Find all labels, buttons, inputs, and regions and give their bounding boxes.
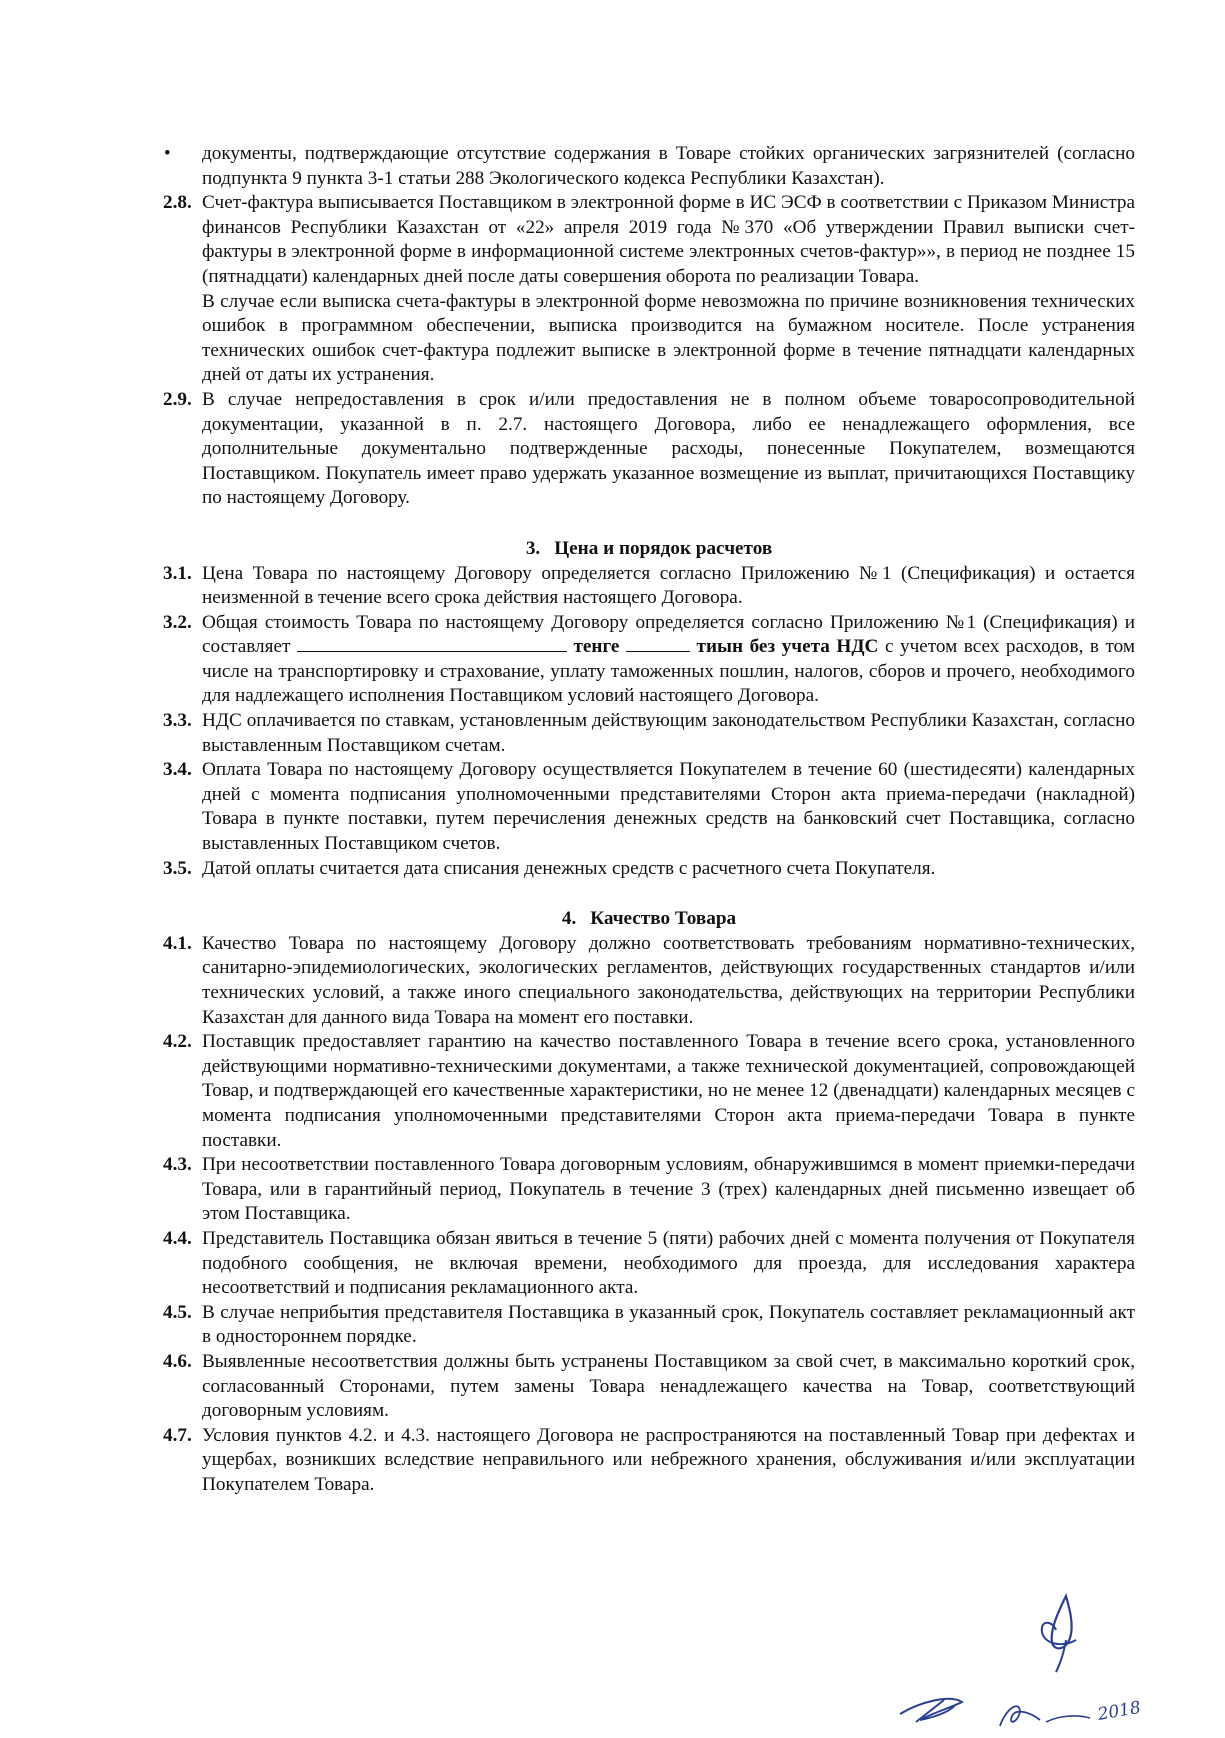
bullet-dot: • (164, 143, 171, 164)
clause-2-9 (163, 388, 1135, 511)
section-title: Качество Товара (590, 908, 737, 930)
clause-number: 3.5. (163, 857, 192, 879)
section-3-heading (163, 537, 1135, 562)
clause-text: Качество Товара по настоящему Договору должно соответствовать требованиям нормативно-технических, санитарно-эпидемиологических, экологических регламентов, действующих государственных стандартов и/или технических условий, а также иного специального законодательства, действующих на территории Республики Казахстан для данного вида Товара на момент его поставки. (202, 932, 1135, 1028)
clause-text: В случае непредоставления в срок и/или предоставления не в полном объеме товаросопроводительной документации, указанной в п. 2.7. настоящего Договора, либо ее ненадлежащего оформления, все дополнительные документально подтвержденные расходы, понесенные Покупателем, возмещаются Поставщиком. Покупатель имеет право удержать указанное возмещение из выплат, причитающихся Поставщику по настоящему Договору. (202, 388, 1135, 509)
tiyn-label: тиын без учета НДС (696, 636, 879, 658)
amount-blank-tiyn (626, 650, 690, 652)
clause-4-5 (163, 1301, 1135, 1350)
clause-number: 4.5. (163, 1301, 192, 1323)
clause-4-3 (163, 1153, 1135, 1227)
clause-2-8-extra: В случае если выписка счета-фактуры в электронной форме невозможна по причине возникновения технических ошибок в программном обеспечении, выписка производится на бумажном носителе. После устранения технических ошибок счет-фактура подлежит выписке в электронной форме в течение пятнадцати календарных дней от даты их устранения. (202, 290, 1135, 386)
clause-text: Выявленные несоответствия должны быть устранены Поставщиком за свой счет, в максимально короткий срок, согласованный Сторонами, путем замены Товара ненадлежащего качества на Товар, соответствующий договорным условиям. (202, 1350, 1135, 1422)
clause-number: 3.4. (163, 759, 192, 781)
clause-3-1 (163, 562, 1135, 611)
handwritten-signature (880, 1590, 1180, 1730)
clause-4-2 (163, 1030, 1135, 1153)
clause-number: 4.4. (163, 1227, 192, 1249)
clause-number: 3.1. (163, 562, 192, 584)
clause-4-7 (163, 1424, 1135, 1498)
clause-text: В случае неприбытия представителя Поставщика в указанный срок, Покупатель составляет рекламационный акт в одностороннем порядке. (202, 1301, 1135, 1348)
amount-blank-tenge (297, 650, 567, 652)
clause-text: НДС оплачивается по ставкам, установленным действующим законодательством Республики Казахстан, согласно выставленным Поставщиком счетам. (202, 710, 1135, 756)
section-4-heading (163, 907, 1135, 932)
section-title: Цена и порядок расчетов (554, 537, 773, 559)
section-number: 3. (525, 537, 541, 559)
clause-text: Условия пунктов 4.2. и 4.3. настоящего Договора не распространяются на поставленный Товар при дефектах и ущербах, возникших вследствие неправильного или небрежного хранения, обслуживания и/или эксплуатации Покупателем Товара. (202, 1424, 1135, 1495)
bullet-item: • документы, подтверждающие отсутствие содержания в Товаре стойких органических загрязнителей (согласно подпункта 9 пункта 3-1 статьи 288 Экологического кодекса Республики Казахстан). (164, 143, 1135, 189)
clause-number: 2.8. (163, 192, 192, 214)
clause-text: Оплата Товара по настоящему Договору осуществляется Покупателем в течение 60 (шестидесяти) календарных дней с момента подписания уполномоченными представителями Сторон акта приема-передачи (накладной) Товара в пункте поставки, путем перечисления денежных средств на банковский счет Поставщика, согласно выставленных Поставщиком счетов. (202, 759, 1135, 855)
clause-text: Датой оплаты считается дата списания денежных средств с расчетного счета Покупателя. (202, 857, 936, 879)
svg-text:2018: 2018 (1096, 1697, 1143, 1725)
clause-3-3 (163, 709, 1135, 758)
clause-number: 4.3. (163, 1154, 192, 1176)
clause-number: 4.6. (163, 1350, 192, 1372)
section-number: 4. (561, 908, 577, 930)
clause-4-6 (163, 1350, 1135, 1424)
clause-4-4 (163, 1227, 1135, 1301)
clause-number: 2.9. (163, 388, 192, 410)
clause-text: Поставщик предоставляет гарантию на качество поставленного Товара в течение всего срока, установленного действующими нормативно-техническими документами, а также технической документацией, сопровождающей Товар, и подтверждающей его качественные характеристики, но не менее 12 (двенадцати) календарных месяцев с момента подписания уполномоченными представителями Сторон акта приема-передачи Товара в пункте поставки. (202, 1031, 1135, 1151)
clause-number: 4.2. (163, 1031, 192, 1053)
clause-number: 3.3. (163, 710, 192, 732)
clause-3-5 (163, 857, 1135, 882)
clause-text: Цена Товара по настоящему Договору определяется согласно Приложению №1 (Спецификация) и остается неизменной в течение всего срока действия настоящего Договора. (202, 562, 1135, 609)
clause-number: 4.1. (163, 932, 192, 954)
clause-3-4 (163, 758, 1135, 856)
clause-number: 3.2. (163, 611, 192, 633)
clause-text: При несоответствии поставленного Товара договорным условиям, обнаружившимся в момент приемки-передачи Товара, или в гарантийный период, Покупатель в течение 3 (трех) календарных дней письменно извещает об этом Поставщика. (202, 1154, 1135, 1225)
clause-text: Счет-фактура выписывается Поставщиком в электронной форме в ИС ЭСФ в соответствии с Приказом Министра финансов Республики Казахстан от «22» апреля 2019 года №370 «Об утверждении Правил выписки счет-фактуры в электронной форме в информационной системе электронных счетов-фактур»», в период не позднее 15 (пятнадцати) календарных дней после даты совершения оборота по реализации Товара. (202, 192, 1135, 287)
clause-4-1 (163, 932, 1135, 1030)
clause-text-part1: Общая стоимость Товара по настоящему Договору определяется согласно Приложению №1 (Спецификация) и составляет (202, 611, 1135, 658)
clause-number: 4.7. (163, 1424, 192, 1446)
clause-text-part2: с учетом всех расходов, в том числе на транспортировку и страхование, уплату таможенных пошлин, налогов, сборов и прочего, необходимого для надлежащего исполнения Поставщиком условий настоящего Договора. (202, 636, 1136, 707)
clause-2-8 (163, 191, 1135, 289)
clause-text: Представитель Поставщика обязан явиться в течение 5 (пяти) рабочих дней с момента получения от Покупателя подобного сообщения, не включая времени, необходимого для проезда, для исследования характера несоответствий и подписания рекламационного акта. (202, 1227, 1135, 1299)
clause-3-2 (163, 611, 1135, 709)
tenge-label: тенге (573, 636, 620, 658)
